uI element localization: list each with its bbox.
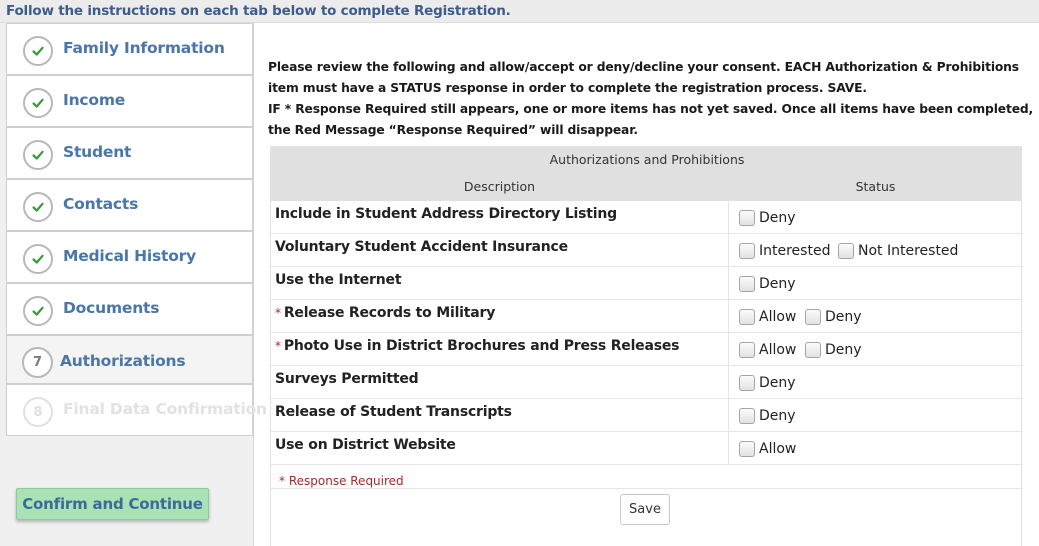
option-allow[interactable] [739, 308, 796, 326]
deny-checkbox[interactable] [739, 408, 755, 424]
table-title: Authorizations and Prohibitions [549, 152, 745, 167]
check-icon [23, 192, 53, 222]
option-not-interested[interactable] [838, 242, 958, 260]
table-row [271, 333, 1023, 366]
column-header-description: Description [463, 179, 536, 194]
authorizations-table [270, 146, 1022, 546]
tab-authorizations[interactable] [6, 335, 253, 384]
option-deny[interactable] [805, 341, 862, 359]
option-allow[interactable] [739, 440, 796, 458]
sidebar [0, 23, 267, 546]
option-label: Deny [759, 276, 796, 292]
row-description-text: Use the Internet [275, 272, 402, 288]
table-row [271, 300, 1023, 333]
required-star: * [275, 339, 281, 353]
check-icon [23, 36, 53, 66]
row-status [728, 399, 1023, 432]
instructions-line-1: Please review the following and allow/accept or deny/decline your consent. EACH Authorization & Prohibitions [268, 60, 1019, 74]
option-label: Deny [759, 375, 796, 391]
check-icon [23, 296, 53, 326]
table-footer [271, 466, 1023, 546]
table-row [271, 366, 1023, 399]
tab-medical-history[interactable] [6, 231, 253, 283]
option-label: Not Interested [858, 243, 959, 259]
row-description [275, 371, 418, 387]
allow-checkbox[interactable] [739, 309, 755, 325]
row-status [728, 300, 1023, 333]
step-number: 7 [32, 355, 43, 370]
allow-checkbox[interactable] [739, 441, 755, 457]
table-row [271, 201, 1023, 234]
tab-student[interactable] [6, 127, 253, 179]
confirm-continue-button[interactable]: Confirm and Continue [16, 488, 209, 520]
instructions-line-4: the Red Message “Response Required” will disappear. [268, 123, 638, 137]
deny-checkbox[interactable] [805, 342, 821, 358]
not-interested-checkbox[interactable] [838, 243, 854, 259]
option-deny[interactable] [805, 308, 862, 326]
step-number-badge [22, 347, 53, 378]
row-description [275, 404, 512, 420]
header-instruction: Follow the instructions on each tab below to complete Registration. [6, 3, 511, 19]
tab-final-data-confirmation [6, 384, 267, 436]
tab-label: Final Data Confirmation [63, 400, 267, 418]
check-icon [23, 88, 53, 118]
row-description [275, 437, 456, 453]
row-description [275, 272, 401, 288]
tab-label: Contacts [63, 195, 139, 213]
deny-checkbox[interactable] [739, 210, 755, 226]
row-description [275, 239, 568, 255]
option-label: Interested [759, 243, 831, 259]
option-interested[interactable] [739, 242, 830, 260]
required-star: * [275, 306, 281, 320]
option-label: Deny [759, 210, 796, 226]
save-button[interactable]: Save [620, 494, 670, 525]
table-row [271, 399, 1023, 432]
row-status [728, 267, 1023, 300]
row-status [728, 201, 1023, 234]
row-status [728, 366, 1023, 399]
header-bar [0, 0, 1039, 23]
interested-checkbox[interactable] [739, 243, 755, 259]
table-row [271, 234, 1023, 267]
instructions-line-3: IF * Response Required still appears, one or more items has not yet saved. Once all items have been completed, [268, 102, 1034, 116]
option-label: Deny [759, 408, 796, 424]
row-description-text: Release of Student Transcripts [275, 404, 512, 420]
tab-income[interactable] [6, 75, 253, 127]
row-description [275, 206, 617, 222]
deny-checkbox[interactable] [739, 375, 755, 391]
tab-contacts[interactable] [6, 179, 253, 231]
column-header-status: Status [855, 179, 896, 194]
instructions-text [268, 57, 1034, 141]
row-status [728, 333, 1023, 366]
footer-divider [271, 488, 1023, 489]
row-description [275, 338, 679, 354]
tab-label: Medical History [63, 247, 197, 265]
step-number-badge [23, 397, 53, 427]
row-description-text: Voluntary Student Accident Insurance [275, 239, 568, 255]
row-description-text: Photo Use in District Brochures and Press Releases [283, 338, 680, 354]
option-label: Deny [825, 309, 862, 325]
tab-documents[interactable] [6, 283, 253, 335]
allow-checkbox[interactable] [739, 342, 755, 358]
table-row [271, 267, 1023, 300]
row-description-text: Surveys Permitted [275, 371, 419, 387]
option-allow[interactable] [739, 341, 796, 359]
tab-label: Documents [63, 299, 160, 317]
tab-label: Family Information [63, 39, 225, 57]
option-deny[interactable] [739, 209, 796, 227]
option-deny[interactable] [739, 407, 796, 425]
tab-label: Authorizations [60, 352, 186, 370]
row-description [275, 305, 495, 321]
row-description-text: Include in Student Address Directory Listing [275, 206, 617, 222]
option-label: Allow [759, 309, 797, 325]
deny-checkbox[interactable] [739, 276, 755, 292]
row-description-text: Release Records to Military [283, 305, 496, 321]
row-description-text: Use on District Website [275, 437, 456, 453]
option-label: Allow [759, 441, 797, 457]
instructions-line-2: item must have a STATUS response in order to complete the registration process. SAVE. [268, 81, 867, 95]
row-status [728, 432, 1023, 465]
option-deny[interactable] [739, 374, 796, 392]
row-status [728, 234, 1023, 267]
check-icon [23, 140, 53, 170]
table-header [271, 147, 1021, 201]
option-deny[interactable] [739, 275, 796, 293]
response-required-note: * Response Required [279, 474, 404, 488]
check-icon [23, 244, 53, 274]
tab-label: Income [63, 91, 126, 109]
option-label: Allow [759, 342, 797, 358]
tab-label: Student [63, 143, 132, 161]
option-label: Deny [825, 342, 862, 358]
tab-family-information[interactable] [6, 23, 253, 75]
step-number: 8 [33, 404, 43, 420]
table-row [271, 432, 1023, 465]
deny-checkbox[interactable] [805, 309, 821, 325]
